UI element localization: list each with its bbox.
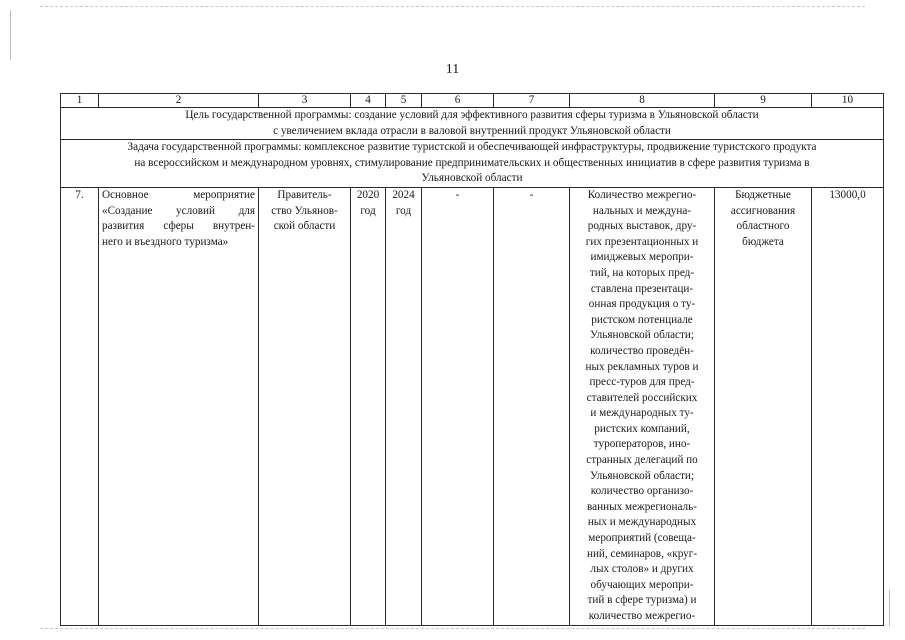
end-year-line: год xyxy=(395,204,412,217)
indicator-line: и международных ту- xyxy=(590,407,694,420)
indicator-line: лых столов» и других xyxy=(590,563,694,576)
column-7-cell xyxy=(494,187,570,625)
scan-edge-top xyxy=(40,6,865,8)
indicator-line: Ульяновской области; xyxy=(589,329,694,342)
program-goal-row xyxy=(61,108,884,140)
event-name-line: «Создание условий для xyxy=(102,204,255,217)
indicator-line: ний, семинаров, «круг- xyxy=(586,547,698,560)
program-task-line: Задача государственной программы: комплексное развитие туристской и обеспечивающей инфраструктуры, продвижение туристского продукта xyxy=(127,141,817,154)
program-task-line: Ульяновской области xyxy=(421,172,523,185)
event-name-cell xyxy=(99,187,259,625)
end-year-line: 2024 xyxy=(392,188,415,201)
indicator-line: ных и международных xyxy=(587,516,697,529)
page-number: 11 xyxy=(445,62,460,77)
indicator-line: гих презентационных и xyxy=(585,235,699,248)
funding-source-line: Бюджетные xyxy=(735,188,791,201)
column-number: 10 xyxy=(812,94,884,108)
indicator-line: тий, на которых пред- xyxy=(589,266,695,279)
executor-line: Правитель- xyxy=(277,188,332,201)
scan-edge-right xyxy=(889,590,891,626)
program-task-line: на всероссийском и международном уровнях, стимулирование предпринимательских и общественных инициатив в сфере развития туризма в xyxy=(134,156,810,169)
table-row xyxy=(61,187,884,625)
indicator-line: ставителей российских xyxy=(586,391,698,404)
column-number: 9 xyxy=(715,94,812,108)
funding-source-line: ассигнования xyxy=(730,204,796,217)
indicator-line: обучающих меропри- xyxy=(590,578,694,591)
column-number: 6 xyxy=(422,94,494,108)
indicator-line: пресс-туров для пред- xyxy=(589,376,695,389)
program-goal-line: с увеличением вклада отрасли в валовой внутренний продукт Ульяновской области xyxy=(273,124,671,137)
indicator-line: Количество межрегио- xyxy=(587,188,697,201)
column-6-cell xyxy=(422,187,494,625)
column-numbers-row xyxy=(61,94,884,108)
scan-edge-left xyxy=(10,10,12,60)
indicator-line: нальных и междуна- xyxy=(592,204,692,217)
program-task-cell xyxy=(61,140,884,188)
indicator-line: имиджевых меропри- xyxy=(590,251,694,264)
indicator-line: мероприятий (совеща- xyxy=(588,532,696,545)
program-table xyxy=(60,93,884,626)
indicator-line: родных выставок, дру- xyxy=(587,220,697,233)
indicator-line: туроператоров, ино- xyxy=(593,438,691,451)
indicator-line: ристском потенциале xyxy=(591,313,693,326)
column-6-value: - xyxy=(455,188,460,201)
event-name-line: него и въездного туризма» xyxy=(102,235,229,248)
column-number: 3 xyxy=(259,94,351,108)
funding-source-cell xyxy=(715,187,812,625)
indicator-line: странных делегаций по xyxy=(586,454,698,467)
indicator-line: тий в сфере туризма) и xyxy=(587,594,697,607)
event-name-line: Основное мероприятие xyxy=(102,188,255,201)
indicator-line: Ульяновской области; xyxy=(589,469,694,482)
column-number: 1 xyxy=(61,94,99,108)
start-year-cell xyxy=(351,187,386,625)
indicator-line: количество проведён- xyxy=(590,344,694,357)
column-number: 7 xyxy=(494,94,570,108)
funding-amount: 13000,0 xyxy=(829,188,866,201)
executor-cell xyxy=(259,187,351,625)
indicator-line: количество организо- xyxy=(590,485,694,498)
indicator-line: ванных межрегиональ- xyxy=(587,500,697,513)
program-goal-line: Цель государственной программы: создание условий для эффективного развития сферы туризма в Ульяновской области xyxy=(185,109,759,121)
column-number: 4 xyxy=(351,94,386,108)
row-number-cell xyxy=(61,187,99,625)
amount-cell xyxy=(812,187,884,625)
start-year-line: 2020 xyxy=(356,188,380,201)
start-year-line: год xyxy=(360,204,376,217)
indicators-cell xyxy=(570,187,715,625)
indicator-line: онная продукция о ту- xyxy=(588,298,696,311)
row-number: 7. xyxy=(75,188,84,201)
event-name-line: развития сферы внутрен- xyxy=(102,220,255,233)
column-number: 2 xyxy=(99,94,259,108)
program-task-row xyxy=(61,140,884,188)
funding-source-line: бюджета xyxy=(742,235,784,248)
indicator-line: ных рекламных туров и xyxy=(585,360,699,373)
executor-line: ской области xyxy=(273,220,336,233)
executor-line: ство Ульянов- xyxy=(271,204,338,217)
end-year-cell xyxy=(386,187,422,625)
column-7-value: - xyxy=(529,188,534,201)
indicator-line: количество межрегио- xyxy=(588,610,696,622)
program-goal-cell xyxy=(61,108,884,140)
column-number: 5 xyxy=(386,94,422,108)
scan-edge-bottom xyxy=(40,628,865,630)
funding-source-line: областного xyxy=(736,220,790,233)
indicator-line: ристских компаний, xyxy=(594,422,690,435)
indicator-line: ставлена презентаци- xyxy=(590,282,694,295)
column-number: 8 xyxy=(570,94,715,108)
